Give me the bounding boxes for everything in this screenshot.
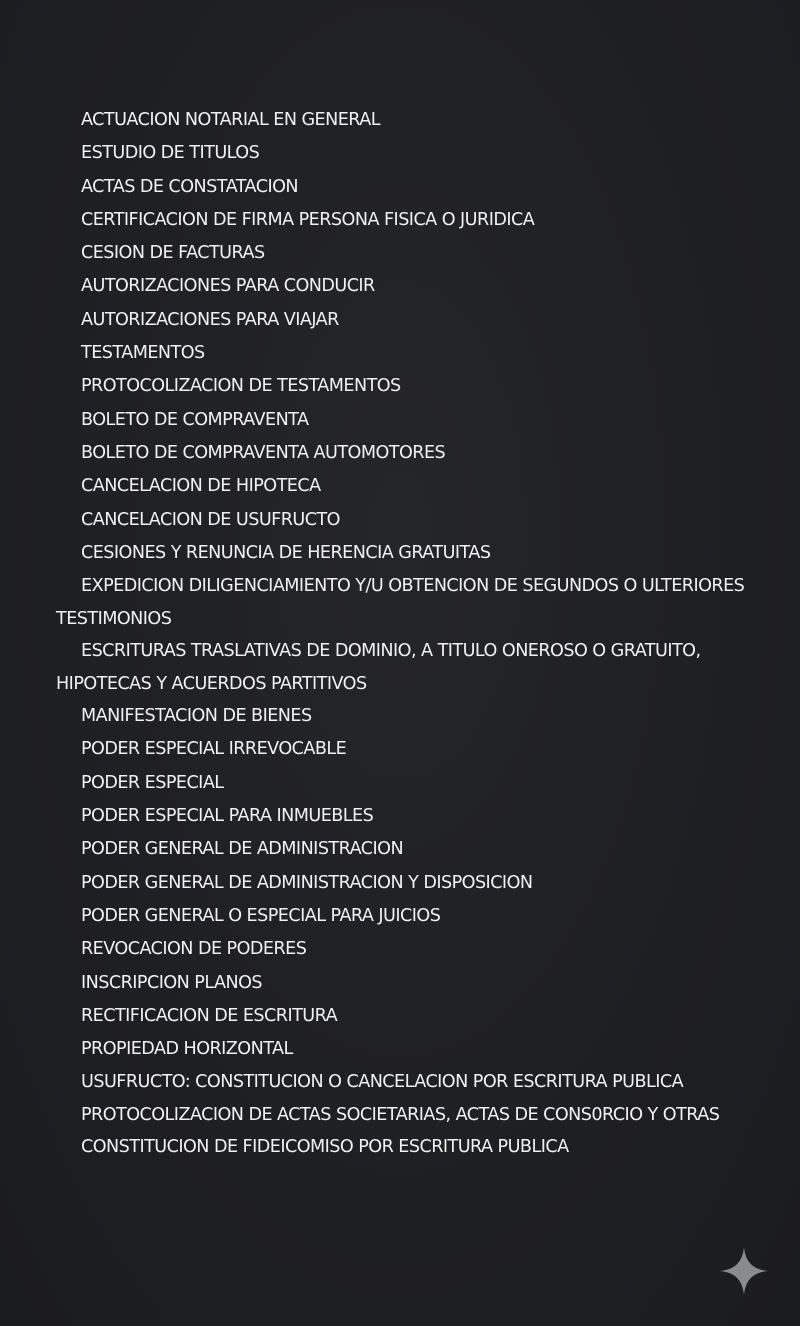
service-item: CESIONES Y RENUNCIA DE HERENCIA GRATUITAS [81, 542, 491, 563]
service-item: CANCELACION DE USUFRUCTO [81, 509, 340, 530]
service-item: BOLETO DE COMPRAVENTA AUTOMOTORES [81, 442, 446, 463]
service-item: CERTIFICACION DE FIRMA PERSONA FISICA O JURIDICA [81, 209, 535, 230]
service-item: PODER ESPECIAL IRREVOCABLE [81, 739, 347, 760]
service-item: CONSTITUCION DE FIDEICOMISO POR ESCRITURA PUBLICA [81, 1137, 569, 1158]
service-item: PODER GENERAL O ESPECIAL PARA JUICIOS [81, 905, 441, 926]
service-item: BOLETO DE COMPRAVENTA [81, 409, 309, 430]
service-item: ACTUACION NOTARIAL EN GENERAL [81, 110, 381, 130]
sparkle-icon [718, 1245, 770, 1297]
service-item: PODER ESPECIAL PARA INMUEBLES [81, 806, 374, 827]
service-item: TESTAMENTOS [81, 343, 205, 364]
service-item: INSCRIPCION PLANOS [81, 972, 263, 993]
services-list [0, 104, 800, 1165]
service-item: PROTOCOLIZACION DE TESTAMENTOS [81, 376, 401, 397]
service-item: MANIFESTACION DE BIENES [81, 706, 312, 727]
service-item: CANCELACION DE HIPOTECA [81, 476, 321, 497]
service-item: ESCRITURAS TRASLATIVAS DE DOMINIO, A TITULO ONEROSO O GRATUITO, HIPOTECAS Y ACUERDOS PARTITIVOS [56, 641, 701, 694]
service-item: AUTORIZACIONES PARA CONDUCIR [81, 276, 375, 297]
service-item: PODER ESPECIAL [81, 772, 224, 793]
service-item: ACTAS DE CONSTATACION [81, 176, 298, 197]
service-item: USUFRUCTO: CONSTITUCION O CANCELACION POR ESCRITURA PUBLICA [81, 1072, 684, 1093]
service-item: ESTUDIO DE TITULOS [81, 143, 260, 164]
service-item: PROTOCOLIZACION DE ACTAS SOCIETARIAS, ACTAS DE CONS0RCIO Y OTRAS [81, 1104, 720, 1125]
service-item: CESION DE FACTURAS [81, 243, 265, 264]
service-item: EXPEDICION DILIGENCIAMIENTO Y/U OBTENCION DE SEGUNDOS O ULTERIORES TESTIMONIOS [56, 576, 745, 629]
service-item: PODER GENERAL DE ADMINISTRACION [81, 839, 404, 860]
service-item: REVOCACION DE PODERES [81, 939, 307, 960]
service-item: PROPIEDAD HORIZONTAL [81, 1039, 293, 1060]
service-item: PODER GENERAL DE ADMINISTRACION Y DISPOSICION [81, 872, 533, 893]
service-item: RECTIFICACION DE ESCRITURA [81, 1005, 338, 1026]
service-item: AUTORIZACIONES PARA VIAJAR [81, 309, 339, 330]
